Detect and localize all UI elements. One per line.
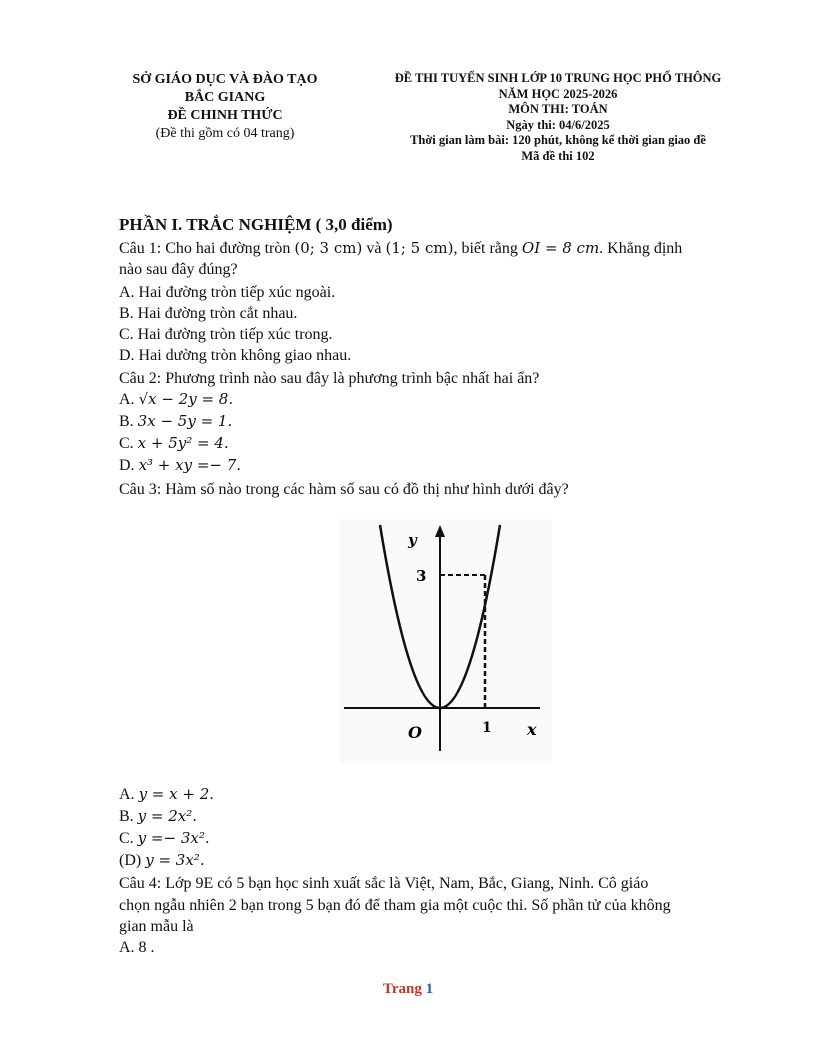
q2-option-c [119, 433, 769, 454]
q2-b-label: B. [119, 413, 138, 430]
q2-c-math: x + 5y² = 4. [137, 434, 229, 452]
exam-date: Ngày thi: 04/6/2025 [506, 117, 610, 132]
time-allowed: Thời gian làm bài: 120 phút, không kể thời gian giao đề [410, 133, 706, 147]
q1-option-d: D. Hai dường tròn không giao nhau. [119, 347, 352, 364]
province-name: BẮC GIANG [184, 90, 266, 105]
x-tick-label: 1 [482, 720, 492, 736]
q2-a-math: √x − 2y = 8. [138, 390, 234, 408]
parabola-graph [340, 519, 552, 763]
school-year: NĂM HỌC 2025-2026 [498, 86, 618, 101]
q4-stem-line1: Câu 4: Lớp 9E có 5 bạn học sinh xuất sắc là Việt, Nam, Bắc, Giang, Ninh. Cô giáo [119, 875, 649, 892]
q3-d-math: y = 3x². [145, 851, 205, 869]
q3-option-d [119, 850, 769, 871]
x-axis-label: x [527, 720, 537, 739]
page-count-note: (Đề thi gồm có 04 trang) [155, 126, 295, 141]
q3-option-a [119, 784, 769, 805]
q4-stem-line2: chọn ngẫu nhiên 2 bạn trong 5 bạn đó để tham gia một cuộc thi. Số phần tử của không [119, 897, 671, 914]
q3-d-label: (D) [119, 852, 146, 869]
q1-text-b: và [362, 240, 386, 257]
q3-b-math: y = 2x². [137, 807, 198, 825]
q2-option-d [119, 455, 769, 476]
q1-text-c: , biết rằng [453, 240, 522, 257]
q1-stem-line2: nào sau đây đúng? [119, 261, 238, 278]
q2-b-math: 3x − 5y = 1. [137, 412, 233, 430]
q3-stem: Câu 3: Hàm số nào trong các hàm số sau có đồ thị như hình dưới đây? [119, 481, 569, 498]
q2-stem: Câu 2: Phương trình nào sau đây là phương trình bậc nhất hai ẩn? [119, 370, 540, 387]
q2-option-b [119, 411, 769, 432]
q2-d-label: D. [119, 457, 139, 474]
q1-circle-2: (1; 5 cm) [385, 239, 454, 257]
official-label: ĐỀ CHINH THỨC [167, 108, 283, 123]
q1-distance: OI = 8 cm [521, 239, 600, 257]
section-title: PHẦN I. TRẮC NGHIỆM ( 3,0 điểm) [119, 215, 393, 234]
q3-a-label: A. [119, 786, 139, 803]
y-axis-label: y [408, 531, 417, 549]
footer-label: Trang [382, 981, 426, 997]
q3-c-math: y =− 3x². [137, 829, 210, 847]
origin-label: O [408, 723, 422, 742]
exam-code: Mã đề thi 102 [521, 148, 595, 163]
q4-option-a: A. 8 . [119, 939, 155, 956]
q3-a-math: y = x + 2. [138, 785, 215, 803]
q3-option-c [119, 828, 769, 849]
department-name: SỞ GIÁO DỤC VÀ ĐÀO TẠO [132, 72, 318, 87]
q2-a-label: A. [119, 391, 139, 408]
q3-b-label: B. [119, 808, 138, 825]
q2-option-a [119, 389, 769, 410]
page-number: 1 [425, 981, 434, 997]
q1-circle-1: (0; 3 cm) [294, 239, 363, 257]
q1-option-a: A. Hai đường tròn tiếp xúc ngoài. [119, 284, 336, 301]
y-tick-label: 3 [416, 567, 427, 585]
header-left [100, 71, 350, 143]
q2-d-math: x³ + xy =− 7. [138, 456, 242, 474]
q3-option-b [119, 806, 769, 827]
q1-stem-line1 [119, 238, 769, 259]
q1-text-a: Câu 1: Cho hai đường tròn [119, 240, 295, 257]
subject: MÔN THI: TOÁN [508, 102, 608, 116]
q3-c-label: C. [119, 830, 138, 847]
header-right [356, 71, 760, 164]
page-footer [0, 981, 816, 998]
exam-title: ĐỀ THI TUYỂN SINH LỚP 10 TRUNG HỌC PHỔ THÔNG [394, 71, 722, 85]
parabola-figure [340, 519, 552, 763]
q2-c-label: C. [119, 435, 138, 452]
q1-option-c: C. Hai đường tròn tiếp xúc trong. [119, 326, 333, 343]
q4-stem-line3: gian mẫu là [119, 918, 194, 935]
q1-option-b: B. Hai đường tròn cắt nhau. [119, 305, 298, 322]
q1-text-d: . Khẳng định [599, 240, 683, 257]
